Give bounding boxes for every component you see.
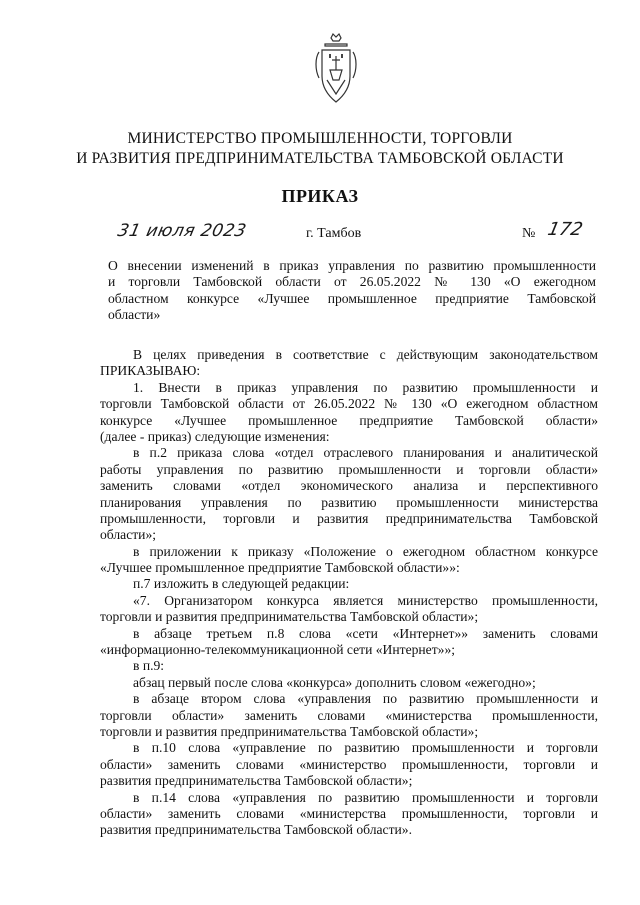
- body-line: в п.14 слова «управления по развитию промышленности и торговли: [133, 789, 598, 805]
- body-line: в абзаце втором слова «управления по развитию промышленности и: [133, 691, 598, 707]
- document-type-title: ПРИКАЗ: [281, 186, 359, 206]
- body-line: «Лучшее промышленное предприятие Тамбовской области»»:: [100, 560, 460, 576]
- body-line: торговли Тамбовской области от 26.05.2022 № 130 «О ежегодном областном: [100, 396, 598, 412]
- number-sign: №: [522, 226, 536, 241]
- body-line: в п.9:: [133, 658, 165, 674]
- body-line: «7. Организатором конкурса является министерство промышленности,: [133, 592, 598, 608]
- body-line: В целях приведения в соответствие с действующим законодательством: [133, 347, 598, 362]
- body-line: «информационно-телекоммуникационной сети «Интернет»»;: [100, 642, 456, 658]
- subject-line: области»: [108, 307, 161, 323]
- body-line: абзац первый после слова «конкурса» дополнить словом «ежегодно»;: [133, 674, 536, 690]
- body-line: конкурсе «Лучшее промышленное предприятие Тамбовской области»: [100, 412, 598, 428]
- body-line: развития предпринимательства Тамбовской области».: [100, 822, 412, 838]
- handwritten-order-number: 172: [545, 219, 585, 240]
- body-line: области» заменить словами «министерство промышленности, торговли и: [100, 756, 598, 772]
- body-line: в п.2 приказа слова «отдел отраслевого планирования и аналитической: [133, 445, 598, 461]
- body-line: торговли области» заменить словами «министерства промышленности,: [100, 707, 598, 723]
- body-line: торговли и развития предпринимательства Тамбовской области»;: [100, 723, 479, 739]
- subject-line: областном конкурсе «Лучшее промышленное предприятие Тамбовской: [108, 290, 596, 306]
- ministry-name-line1: МИНИСТЕРСТВО ПРОМЫШЛЕННОСТИ, ТОРГОВЛИ: [127, 130, 513, 147]
- body-line: области» заменить словами «министерства промышленности, торговли и: [100, 805, 598, 821]
- body-line: 1. Внести в приказ управления по развитию промышленности и: [133, 379, 598, 395]
- body-line: заменить словами «отдел экономического анализа и перспективного: [100, 478, 598, 494]
- order-body: [100, 347, 598, 839]
- subject-line: и торговли Тамбовской области от 26.05.2022 № 130 «О ежегодном: [108, 274, 596, 290]
- body-line: развития предпринимательства Тамбовской области»;: [100, 773, 413, 789]
- body-line: торговли и развития предпринимательства Тамбовской области»;: [100, 609, 479, 625]
- body-line: промышленности, торговли и развития предпринимательства Тамбовской: [100, 510, 598, 526]
- order-subject: [108, 258, 596, 324]
- body-line: области»;: [100, 527, 157, 543]
- body-line: в абзаце третьем п.8 слова «сети «Интернет»» заменить словами: [133, 625, 598, 641]
- body-line: работы управления по развитию промышленности и торговли области»: [100, 461, 598, 477]
- body-line: планирования управления по развитию промышленности министерства: [100, 494, 598, 510]
- body-line: в приложении к приказу «Положение о ежегодном областном конкурсе: [133, 543, 598, 559]
- subject-line: О внесении изменений в приказ управления по развитию промышленности: [108, 258, 596, 273]
- body-line: ПРИКАЗЫВАЮ:: [100, 363, 201, 379]
- coat-of-arms-emblem: [311, 30, 361, 108]
- handwritten-date: 31 июля 2023: [115, 221, 249, 241]
- ministry-name-line2: И РАЗВИТИЯ ПРЕДПРИНИМАТЕЛЬСТВА ТАМБОВСКОЙ ОБЛАСТИ: [76, 150, 564, 167]
- body-line: п.7 изложить в следующей редакции:: [133, 576, 350, 592]
- body-line: в п.10 слова «управление по развитию промышленности и торговли: [133, 740, 598, 756]
- body-line: (далее - приказ) следующие изменения:: [100, 428, 330, 444]
- city-label: г. Тамбов: [306, 226, 362, 241]
